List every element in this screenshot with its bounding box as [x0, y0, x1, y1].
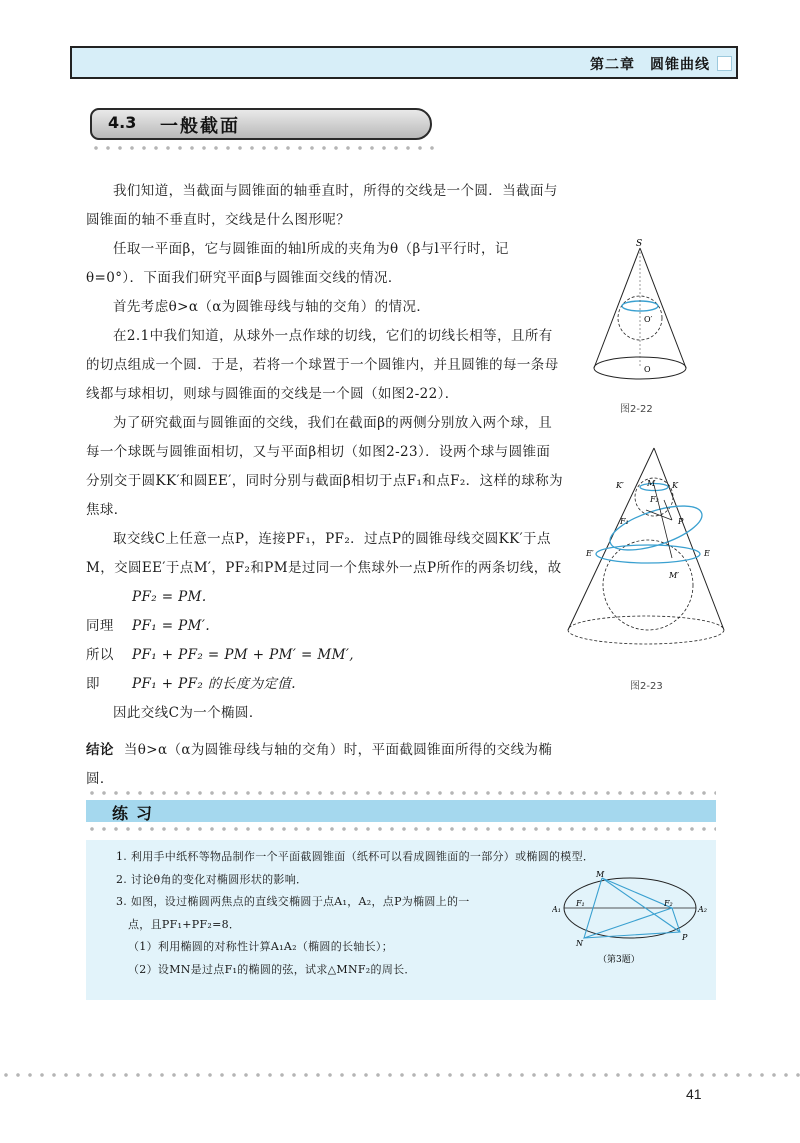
label-m: M — [647, 479, 656, 488]
section-heading — [90, 108, 432, 140]
dotted-divider — [86, 827, 716, 831]
chapter-header — [70, 46, 738, 79]
conclusion-tag: 结论 — [86, 742, 114, 758]
label-f2: F₂ — [650, 495, 659, 504]
label-n: N — [576, 939, 583, 948]
label-f1: F₁ — [576, 899, 585, 908]
paragraph: 任取一平面β，它与圆锥面的轴l所成的夹角为θ（β与l平行时，记θ=0°）．下面我们研究平面β与圆锥面交线的情况． — [86, 241, 509, 286]
label-k: K — [672, 481, 678, 490]
paragraph: 在2.1中我们知道，从球外一点作球的切线，它们的切线长相等，且所有的切点组成一个圆．于是，若将一个球置于一个圆锥内，并且圆锥的每一条母线都与球相切，则球与圆锥面的交线是一个圆（如图2-22）． — [86, 328, 559, 402]
formula-expr: PF₁ + PF₂ = PM + PM′ = MM′, — [132, 647, 354, 663]
label-a2: A₂ — [698, 905, 707, 914]
chapter-title: 第二章 圆锥曲线 — [590, 57, 710, 73]
label-e-prime: E′ — [586, 549, 594, 558]
header-square-icon — [717, 56, 732, 71]
figure-caption: 图2-23 — [630, 681, 663, 692]
dotted-divider — [86, 791, 716, 795]
figure-ex3 — [552, 868, 712, 966]
label-p: P — [678, 517, 684, 526]
label-f1: F₁ — [620, 517, 629, 526]
label-k-prime: K′ — [616, 481, 624, 490]
exercise-title: 练习 — [112, 804, 161, 823]
formula-expr: PF₁ = PM′. — [132, 618, 211, 634]
formula-line — [86, 583, 564, 612]
dotted-divider — [90, 146, 436, 150]
label-apex-s: S — [636, 239, 643, 249]
formula-label: 同理 — [86, 618, 114, 634]
label-e: E — [704, 549, 710, 558]
paragraph: 首先考虑θ>α（α为圆锥母线与轴的交角）的情况． — [113, 299, 431, 315]
conclusion — [86, 736, 564, 794]
formula-line — [86, 670, 564, 699]
formula-label: 即 — [86, 676, 100, 692]
section-number: 4.3 — [108, 113, 137, 132]
exercise-list — [116, 846, 595, 981]
paragraph: 取交线C上任意一点P，连接PF₁，PF₂．过点P的圆锥母线交圆KK′于点M，交圆EE′于点M′，PF₂和PM是过同一个焦球外一点P所作的两条切线，故 — [86, 531, 562, 576]
paragraph: 为了研究截面与圆锥面的交线，我们在截面β的两侧分别放入两个球，且每一个球既与圆锥面相切，又与平面β相切（如图2-23）．设两个球与圆锥面分别交于圆KK′和圆EE′，同时分别与截面β相切于点F₁和点F₂．这样的球称为焦球． — [86, 415, 563, 518]
exercise-item: 3. 如图，设过椭圆两焦点的直线交椭圆于点A₁，A₂，点P为椭圆上的一 — [116, 895, 470, 908]
formula-line — [86, 641, 564, 670]
exercise-banner — [86, 800, 716, 822]
figure-caption: 图2-22 — [620, 404, 653, 415]
exercise-item-continued: 点，且PF₁+PF₂=8． — [128, 917, 241, 931]
exercise-subitem: （1）利用椭圆的对称性计算A₁A₂（椭圆的长轴长）； — [128, 940, 394, 953]
exercise-item: 1. 利用手中纸杯等物品制作一个平面截圆锥面（纸杯可以看成圆锥面的一部分）或椭圆的模型． — [116, 850, 595, 863]
exercise-item: 2. 讨论θ角的变化对椭圆形状的影响． — [116, 872, 308, 886]
label-center-o-prime: O′ — [644, 315, 653, 324]
paragraph: 我们知道，当截面与圆锥面的轴垂直时，所得的交线是一个圆．当截面与圆锥面的轴不垂直时，交线是什么图形呢？ — [86, 183, 558, 228]
label-a1: A₁ — [552, 905, 561, 914]
main-text — [86, 177, 564, 794]
formula-expr: PF₂ = PM. — [132, 589, 207, 605]
label-p: P — [682, 933, 688, 942]
formula-line — [86, 612, 564, 641]
formula-expr: PF₁ + PF₂ 的长度为定值. — [132, 676, 297, 692]
page-number: 41 — [686, 1086, 702, 1102]
conclusion-text: 当θ>α（α为圆锥母线与轴的交角）时，平面截圆锥面所得的交线为椭圆． — [86, 742, 553, 787]
figure-caption: （第3题） — [598, 955, 640, 965]
label-f2: F₂ — [664, 899, 673, 908]
label-m: M — [596, 870, 605, 879]
figure-2-23 — [554, 440, 734, 670]
paragraph: 因此交线C为一个椭圆． — [113, 705, 263, 721]
label-center-o: O — [644, 365, 651, 374]
footer-dotted-divider — [0, 1073, 800, 1077]
exercise-subitem: （2）设MN是过点F₁的椭圆的弦，试求△MNF₂的周长． — [128, 962, 416, 976]
figure-2-22 — [590, 238, 690, 388]
label-m-prime: M′ — [669, 571, 680, 580]
section-title: 一般截面 — [160, 116, 240, 137]
formula-label: 所以 — [86, 647, 114, 663]
